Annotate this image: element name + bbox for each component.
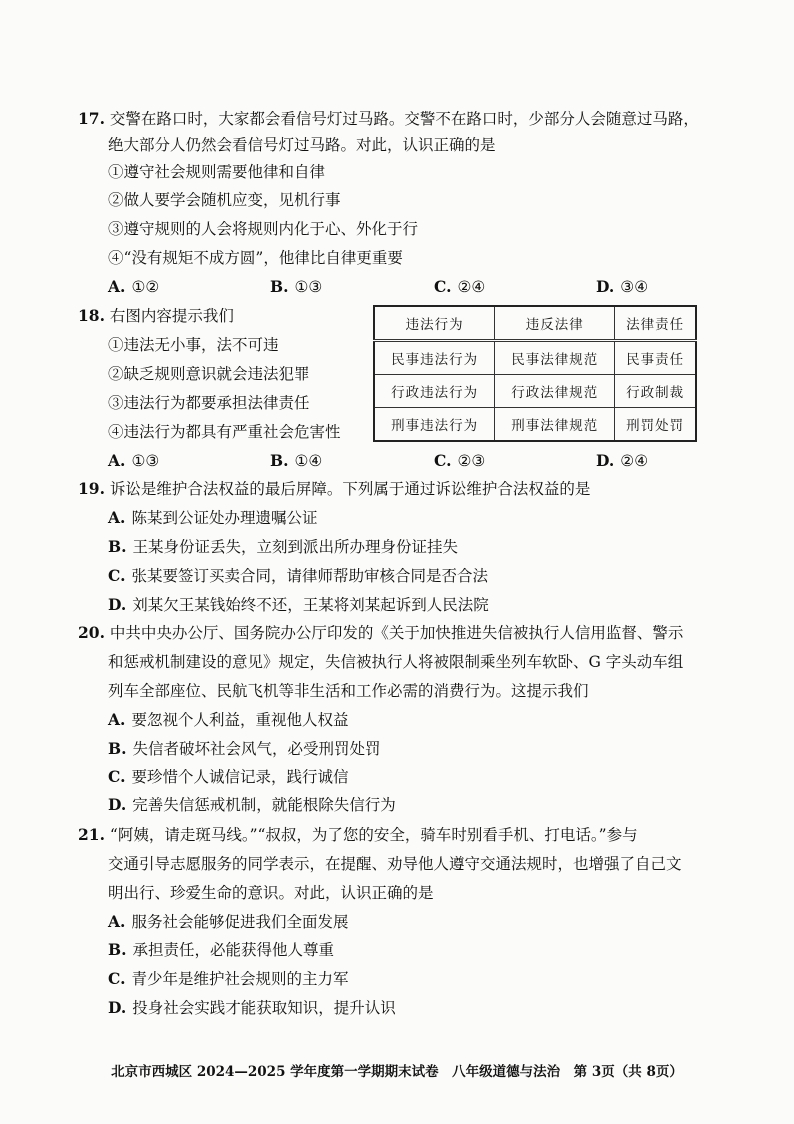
question-21-number: 21. <box>78 825 105 844</box>
question-18-number: 18. <box>78 306 105 325</box>
question-17-item-3: ③遵守规则的人会将规则内化于心、外化于行 <box>108 220 419 238</box>
table-cell: 行政违法行为 <box>374 375 495 408</box>
table-cell: 刑事违法行为 <box>374 408 495 442</box>
question-20-option-a[interactable]: A. 要忽视个人利益，重视他人权益 <box>108 710 349 729</box>
table-cell: 行政法律规范 <box>495 375 615 408</box>
question-20-option-b[interactable]: B. 失信者破坏社会风气，必受刑罚处罚 <box>108 739 381 758</box>
table-header-cell: 法律责任 <box>615 306 696 341</box>
question-19-number: 19. <box>78 479 105 498</box>
table-cell: 刑事法律规范 <box>495 408 615 442</box>
question-17-option-d[interactable]: D. ③④ <box>596 277 649 296</box>
legal-liability-table <box>373 305 697 442</box>
question-21-stem-line-3: 明出行、珍爱生命的意识。对此，认识正确的是 <box>108 884 434 902</box>
table-row <box>374 341 696 375</box>
question-19-option-d[interactable]: D. 刘某欠王某钱始终不还，王某将刘某起诉到人民法院 <box>108 595 489 614</box>
question-20-stem-line-1: 20. 中共中央办公厅、国务院办公厅印发的《关于加快推进失信被执行人信用监督、警示 <box>78 623 684 642</box>
question-20-stem-line-2: 和惩戒机制建设的意见》规定，失信被执行人将被限制乘坐列车软卧、G 字头动车组 <box>108 653 684 671</box>
table-header-cell: 违反法律 <box>495 306 615 341</box>
question-17-stem-line-1: 17. 交警在路口时，大家都会看信号灯过马路。交警不在路口时，少部分人会随意过马路， <box>78 109 699 128</box>
question-20-option-c[interactable]: C. 要珍惜个人诚信记录，践行诚信 <box>108 767 349 786</box>
question-19-stem-line-1: 19. 诉讼是维护合法权益的最后屏障。下列属于通过诉讼维护合法权益的是 <box>78 479 591 498</box>
question-21-option-c[interactable]: C. 青少年是维护社会规则的主力军 <box>108 969 349 988</box>
question-17-item-2: ②做人要学会随机应变，见机行事 <box>108 191 341 209</box>
question-18-stem-line-1: 18. 右图内容提示我们 <box>78 306 234 325</box>
question-17-options <box>0 274 700 300</box>
table-cell: 行政制裁 <box>615 375 696 408</box>
question-18-options <box>0 448 700 474</box>
question-19-option-b[interactable]: B. 王某身份证丢失，立刻到派出所办理身份证挂失 <box>108 537 459 556</box>
question-17-item-1: ①遵守社会规则需要他律和自律 <box>108 163 326 181</box>
table-row <box>374 375 696 408</box>
question-18-item-3: ③违法行为都要承担法律责任 <box>108 394 310 412</box>
question-19-option-c[interactable]: C. 张某要签订买卖合同，请律师帮助审核合同是否合法 <box>108 566 488 585</box>
table-cell: 刑罚处罚 <box>615 408 696 442</box>
page-footer: 北京市西城区 2024—2025 学年度第一学期期末试卷 八年级道德与法治 第 3页（共 8页） <box>111 1064 683 1080</box>
question-18-item-1: ①违法无小事，法不可违 <box>108 336 279 354</box>
question-20-number: 20. <box>78 623 105 642</box>
table-cell: 民事责任 <box>615 341 696 375</box>
question-20-option-d[interactable]: D. 完善失信惩戒机制，就能根除失信行为 <box>108 795 396 814</box>
question-21-stem-line-1: 21. “阿姨，请走斑马线。”“叔叔，为了您的安全，骑车时别看手机、打电话。”参与 <box>78 825 638 844</box>
table-row <box>374 408 696 442</box>
question-21-option-b[interactable]: B. 承担责任，必能获得他人尊重 <box>108 940 335 959</box>
question-18-option-a[interactable]: A. ①③ <box>108 451 160 470</box>
question-19-option-a[interactable]: A. 陈某到公证处办理遗嘱公证 <box>108 508 318 527</box>
table-cell: 民事法律规范 <box>495 341 615 375</box>
question-17-option-a[interactable]: A. ①② <box>108 277 160 296</box>
question-20-stem-line-3: 列车全部座位、民航飞机等非生活和工作必需的消费行为。这提示我们 <box>108 682 589 700</box>
question-18-item-4: ④违法行为都具有严重社会危害性 <box>108 423 341 441</box>
question-18-item-2: ②缺乏规则意识就会违法犯罪 <box>108 365 310 383</box>
question-17-stem-line-2: 绝大部分人仍然会看信号灯过马路。对此，认识正确的是 <box>108 136 496 154</box>
question-21-option-d[interactable]: D. 投身社会实践才能获取知识，提升认识 <box>108 998 396 1017</box>
question-17-option-c[interactable]: C. ②④ <box>434 277 486 296</box>
question-17-option-b[interactable]: B. ①③ <box>270 277 323 296</box>
question-18-option-c[interactable]: C. ②③ <box>434 451 486 470</box>
table-cell: 民事违法行为 <box>374 341 495 375</box>
question-17-item-4: ④“没有规矩不成方圆”，他律比自律更重要 <box>108 249 403 267</box>
question-21-option-a[interactable]: A. 服务社会能够促进我们全面发展 <box>108 912 349 931</box>
table-header-row <box>374 306 696 341</box>
question-21-stem-line-2: 交通引导志愿服务的同学表示，在提醒、劝导他人遵守交通法规时，也增强了自己文 <box>108 855 682 873</box>
question-18-option-d[interactable]: D. ②④ <box>596 451 649 470</box>
question-17-number: 17. <box>78 109 105 128</box>
question-18-option-b[interactable]: B. ①④ <box>270 451 323 470</box>
table-header-cell: 违法行为 <box>374 306 495 341</box>
